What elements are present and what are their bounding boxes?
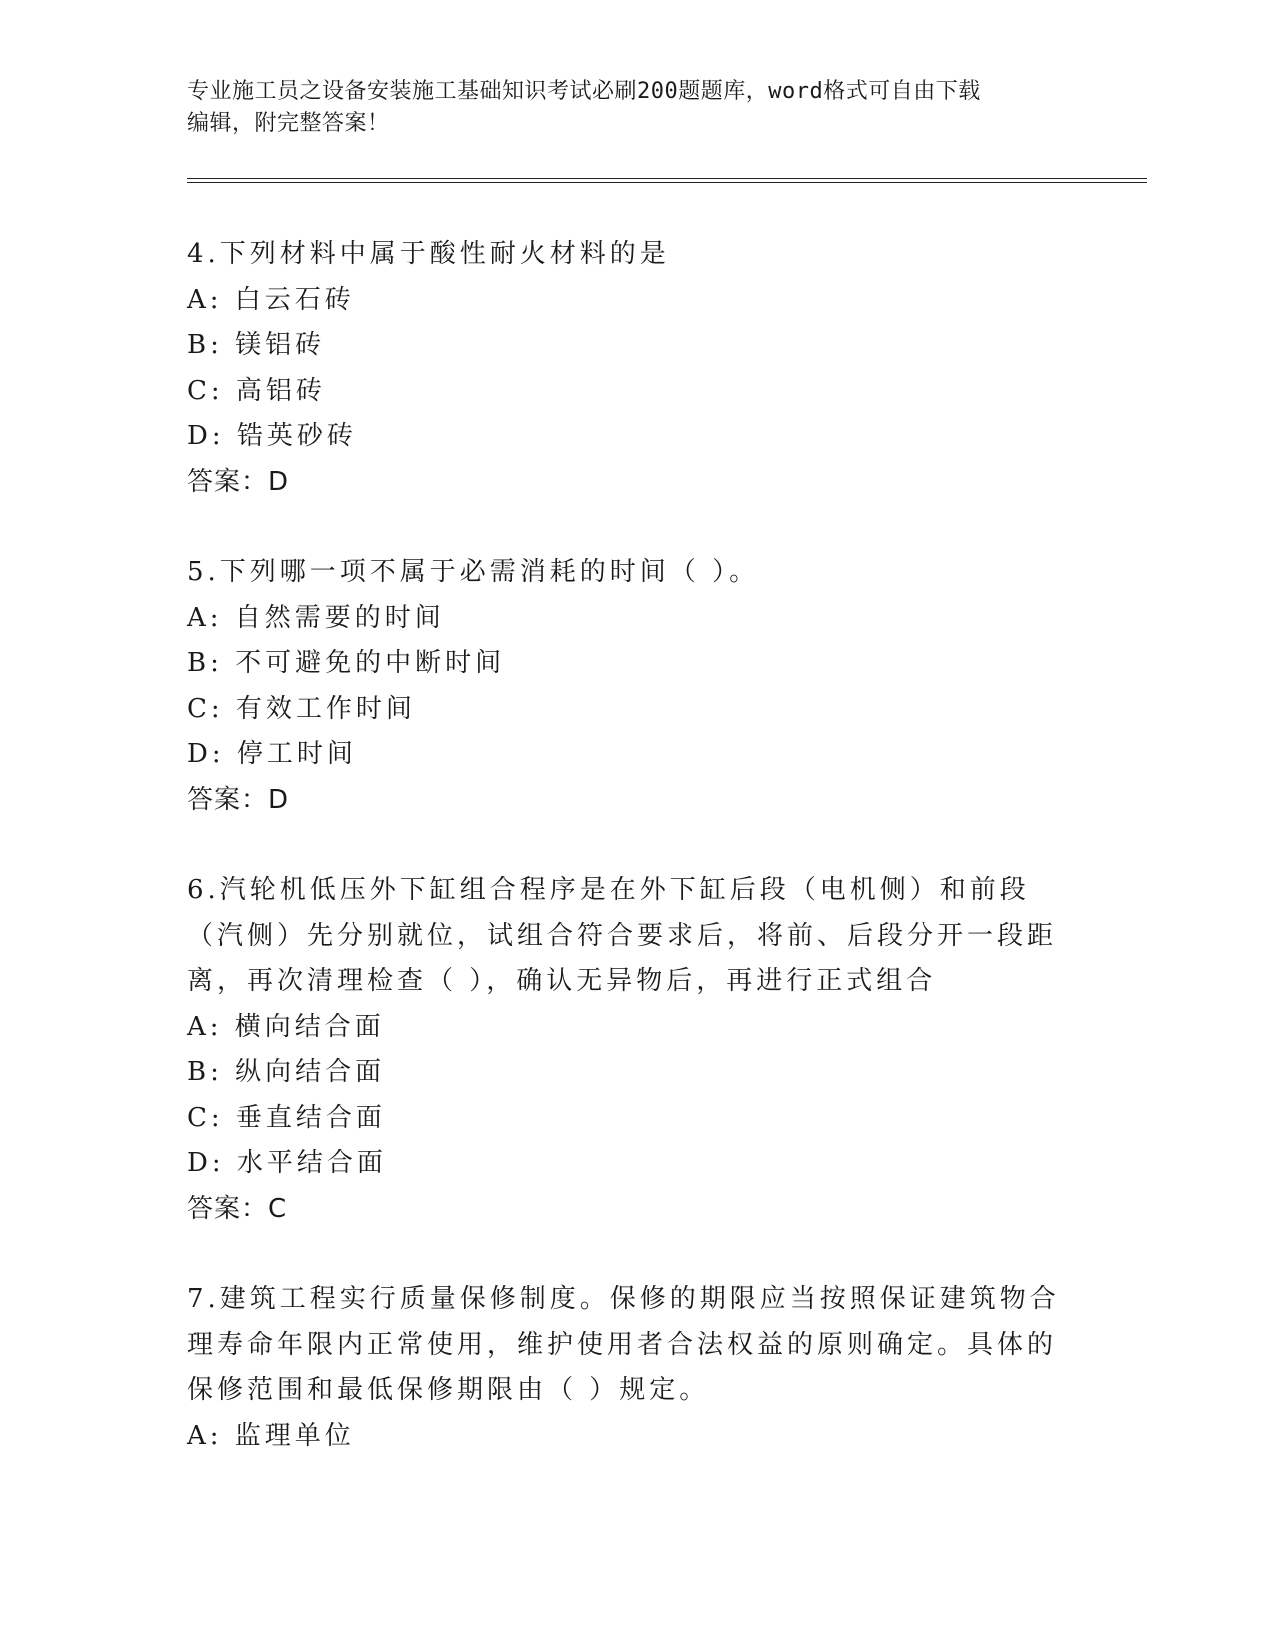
question-5 [187,550,1067,823]
answer: 答案：C [187,1193,288,1224]
option-a: A: 横向结合面 [187,1011,385,1042]
option-a: A: 监理单位 [187,1420,355,1451]
question-stem: 6.汽轮机低压外下缸组合程序是在外下缸后段（电机侧）和前段（汽侧）先分别就位，试组合符合要求后，将前、后段分开一段距离，再次清理检查（ ），确认无异物后，再进行正式组合 [187,875,1058,996]
option-a: A: 白云石砖 [187,284,355,315]
header-line-1: 专业施工员之设备安装施工基础知识考试必刷200题题库，word格式可自由下载 [187,79,981,104]
document-header [187,76,1087,140]
answer: 答案：D [187,784,290,815]
question-stem: 7.建筑工程实行质量保修制度。保修的期限应当按照保证建筑物合理寿命年限内正常使用，维护使用者合法权益的原则确定。具体的保修范围和最低保修期限由（ ）规定。 [187,1284,1060,1405]
question-4 [187,232,1067,505]
question-stem: 5.下列哪一项不属于必需消耗的时间（ ）。 [187,557,760,587]
option-c: C: 垂直结合面 [187,1102,386,1133]
option-b: B: 不可避免的中断时间 [187,648,506,678]
option-d: D: 水平结合面 [187,1148,387,1178]
header-line-2: 编辑，附完整答案！ [187,111,390,136]
option-b: B: 纵向结合面 [187,1057,386,1087]
document-page [187,0,1147,1650]
question-stem: 4.下列材料中属于酸性耐火材料的是 [187,239,670,269]
question-6 [187,868,1067,1232]
option-c: C: 有效工作时间 [187,693,416,724]
answer: 答案：D [187,466,290,497]
question-7 [187,1277,1067,1459]
option-a: A: 自然需要的时间 [187,602,445,633]
option-d: D: 锆英砂砖 [187,421,357,451]
option-b: B: 镁铝砖 [187,330,326,360]
question-list [187,232,1067,1504]
header-divider [187,178,1147,183]
option-d: D: 停工时间 [187,739,357,769]
option-c: C: 高铝砖 [187,375,326,406]
